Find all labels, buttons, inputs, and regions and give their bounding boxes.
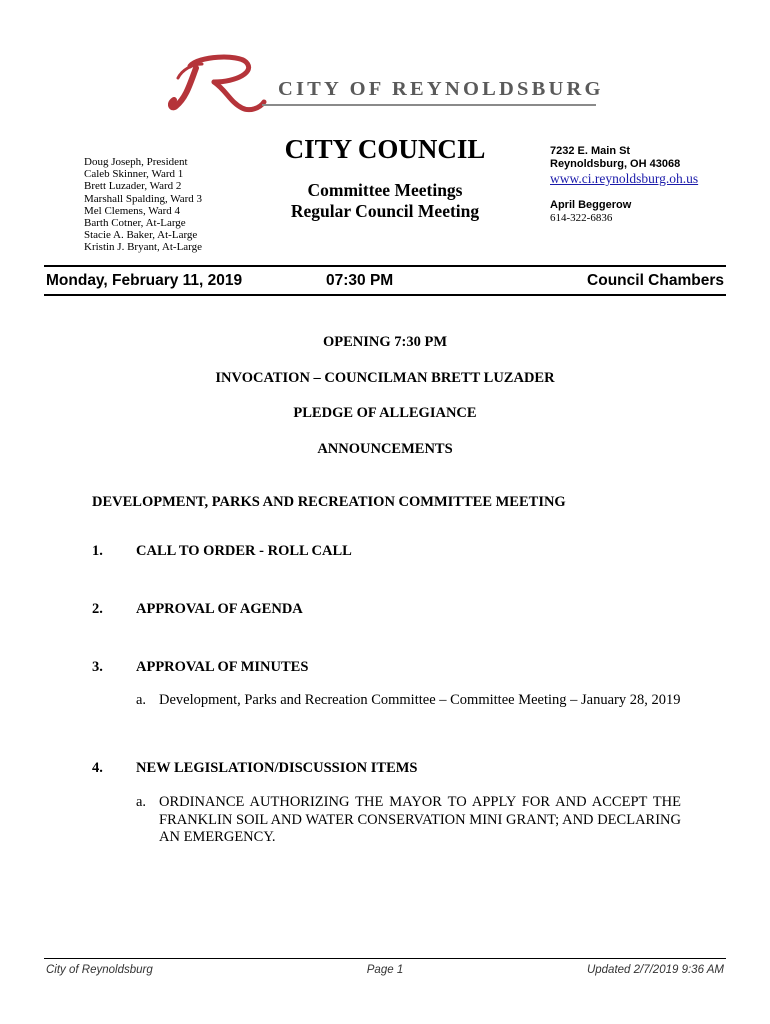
meeting-location: Council Chambers bbox=[587, 272, 724, 289]
agenda-item-title: CALL TO ORDER - ROLL CALL bbox=[136, 543, 352, 559]
website-link[interactable]: www.ci.reynoldsburg.oh.us bbox=[550, 171, 699, 186]
logo-divider bbox=[262, 104, 596, 106]
committee-heading: DEVELOPMENT, PARKS AND RECREATION COMMITTEE MEETING bbox=[92, 494, 566, 510]
subtitle-regular-council-meeting: Regular Council Meeting bbox=[290, 201, 480, 221]
agenda-item-number: 1. bbox=[92, 543, 103, 559]
council-member: Brett Luzader, Ward 2 bbox=[84, 180, 182, 193]
agenda-subitem-letter: a. bbox=[136, 794, 147, 810]
org-name: CITY OF REYNOLDSBURG bbox=[278, 78, 604, 100]
reynoldsburg-r-logo-icon bbox=[168, 52, 268, 114]
meeting-date: Monday, February 11, 2019 bbox=[46, 272, 243, 289]
subtitle-committee-meetings: Committee Meetings bbox=[307, 180, 463, 200]
contact-phone: 614-322-6836 bbox=[550, 212, 613, 224]
agenda-item-title: APPROVAL OF MINUTES bbox=[136, 659, 309, 675]
meeting-time: 07:30 PM bbox=[326, 272, 394, 289]
date-bar-bottom-rule bbox=[44, 294, 726, 296]
footer-org: City of Reynoldsburg bbox=[46, 964, 153, 976]
agenda-item-number: 3. bbox=[92, 659, 103, 675]
council-member: Stacie A. Baker, At-Large bbox=[84, 229, 198, 242]
address-line-1: 7232 E. Main St bbox=[550, 145, 631, 157]
page-title: CITY COUNCIL bbox=[284, 134, 486, 164]
council-member: Caleb Skinner, Ward 1 bbox=[84, 168, 184, 181]
council-member: Kristin J. Bryant, At-Large bbox=[84, 241, 203, 254]
council-member: Marshall Spalding, Ward 3 bbox=[84, 192, 203, 205]
contact-block bbox=[550, 145, 698, 225]
agenda-item-title: NEW LEGISLATION/DISCUSSION ITEMS bbox=[136, 760, 418, 776]
agenda-pledge: PLEDGE OF ALLEGIANCE bbox=[293, 405, 477, 421]
agenda-invocation: INVOCATION – COUNCILMAN BRETT LUZADER bbox=[215, 370, 555, 386]
contact-name: April Beggerow bbox=[550, 199, 632, 211]
agenda-subitem-text: ORDINANCE AUTHORIZING THE MAYOR TO APPLY FOR AND ACCEPT THE FRANKLIN SOIL AND WATER CONSERVATION MINI GRANT; AND DECLARING AN EMERGENCY. bbox=[159, 794, 681, 845]
agenda-item-title: APPROVAL OF AGENDA bbox=[136, 601, 303, 617]
address-line-2: Reynoldsburg, OH 43068 bbox=[550, 158, 681, 170]
agenda-item-number: 4. bbox=[92, 760, 103, 776]
council-member: Barth Cotner, At-Large bbox=[84, 217, 186, 230]
agenda-opening: OPENING 7:30 PM bbox=[322, 334, 448, 350]
council-member: Mel Clemens, Ward 4 bbox=[84, 204, 181, 217]
agenda-subitem-text: Development, Parks and Recreation Committee – Committee Meeting – January 28, 2019 bbox=[159, 692, 681, 708]
footer-updated: Updated 2/7/2019 9:36 AM bbox=[586, 964, 724, 976]
footer-page-number: Page 1 bbox=[366, 964, 404, 976]
agenda-announcements: ANNOUNCEMENTS bbox=[317, 441, 453, 457]
council-members-list bbox=[84, 156, 202, 254]
council-member: Doug Joseph, President bbox=[84, 156, 188, 168]
footer-rule bbox=[44, 958, 726, 959]
agenda-subitem-letter: a. bbox=[136, 692, 147, 708]
agenda-item-number: 2. bbox=[92, 601, 103, 617]
date-bar-top-rule bbox=[44, 265, 726, 267]
